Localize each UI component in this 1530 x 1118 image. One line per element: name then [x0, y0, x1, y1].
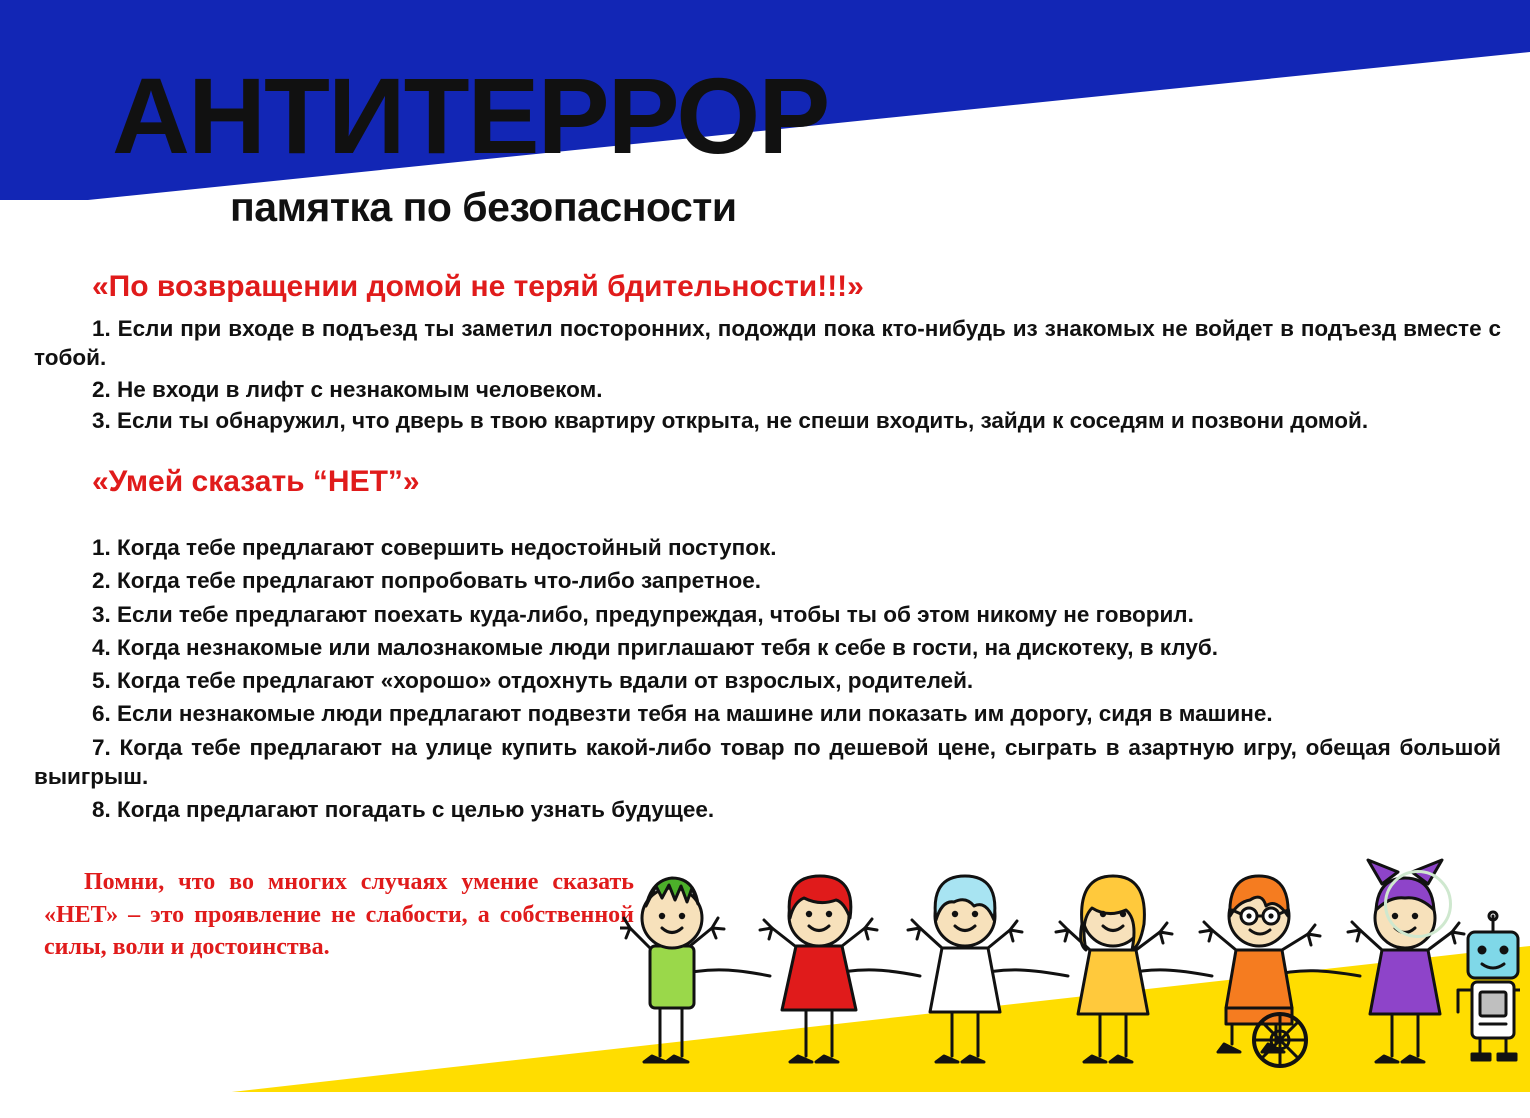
robot-child [1458, 912, 1520, 1060]
section-heading-say-no: «Умей сказать “НЕТ”» [92, 465, 420, 498]
decorative-ring [1384, 870, 1452, 938]
list-item [22, 699, 1517, 728]
list-item-text: 3. Если тебе предлагают поехать куда-либо, предупреждая, чтобы ты об этом никому не говорил. [92, 601, 1194, 627]
list-item-text: 1. Когда тебе предлагают совершить недостойный поступок. [92, 535, 777, 560]
list-item [22, 566, 1517, 595]
children-holding-hands-illustration [620, 858, 1520, 1088]
list-item-text: 2. Не входи в лифт с незнакомым человеком. [92, 376, 603, 402]
list-item [22, 600, 1517, 629]
title-block [112, 55, 1112, 231]
page-title: АНТИТЕРРОР [112, 55, 829, 176]
list-item [22, 733, 1517, 792]
list-item [22, 375, 1517, 404]
list-item-text: 8. Когда предлагают погадать с целью узнать будущее. [92, 797, 715, 822]
page-subtitle: памятка по безопасности [230, 184, 737, 230]
closing-note [44, 866, 634, 963]
list-item-text: 3. Если ты обнаружил, что дверь в твою квартиру открыта, не спеши входить, зайди к соседям и позвони домой. [92, 407, 1369, 433]
list-item [22, 406, 1517, 435]
say-no-list [22, 533, 1517, 824]
list-item [22, 314, 1517, 373]
list-item [22, 533, 1517, 562]
list-item-text: 1. Если при входе в подъезд ты заметил посторонних, подожди пока кто-нибудь из знакомых не войдет в подъезд вместе с тобой. [34, 316, 1501, 371]
list-item-text: 2. Когда тебе предлагают попробовать что-либо запретное. [92, 568, 762, 594]
list-item-text: 6. Если незнакомые люди предлагают подвезти тебя на машине или показать им дорогу, сидя в машине. [92, 701, 1273, 727]
list-item-text: 7. Когда тебе предлагают на улице купить какой-либо товар по дешевой цене, сыграть в азартную игру, обещая большой выигрыш. [34, 734, 1501, 789]
list-item [22, 666, 1517, 695]
list-item-text: 5. Когда тебе предлагают «хорошо» отдохнуть вдали от взрослых, родителей. [92, 668, 974, 693]
list-item-text: 4. Когда незнакомые или малознакомые люди приглашают тебя к себе в гости, на дискотеку, в клуб. [92, 634, 1218, 660]
closing-note-text: Помни, что во многих случаях умение сказать «НЕТ» – это проявление не слабости, а собственной силы, воли и достоинства. [44, 869, 634, 961]
list-item [22, 633, 1517, 662]
white-strip-decoration [0, 1092, 1530, 1118]
list-item [22, 795, 1517, 824]
section-heading-vigilance: «По возвращении домой не теряй бдительности!!!» [92, 270, 864, 303]
